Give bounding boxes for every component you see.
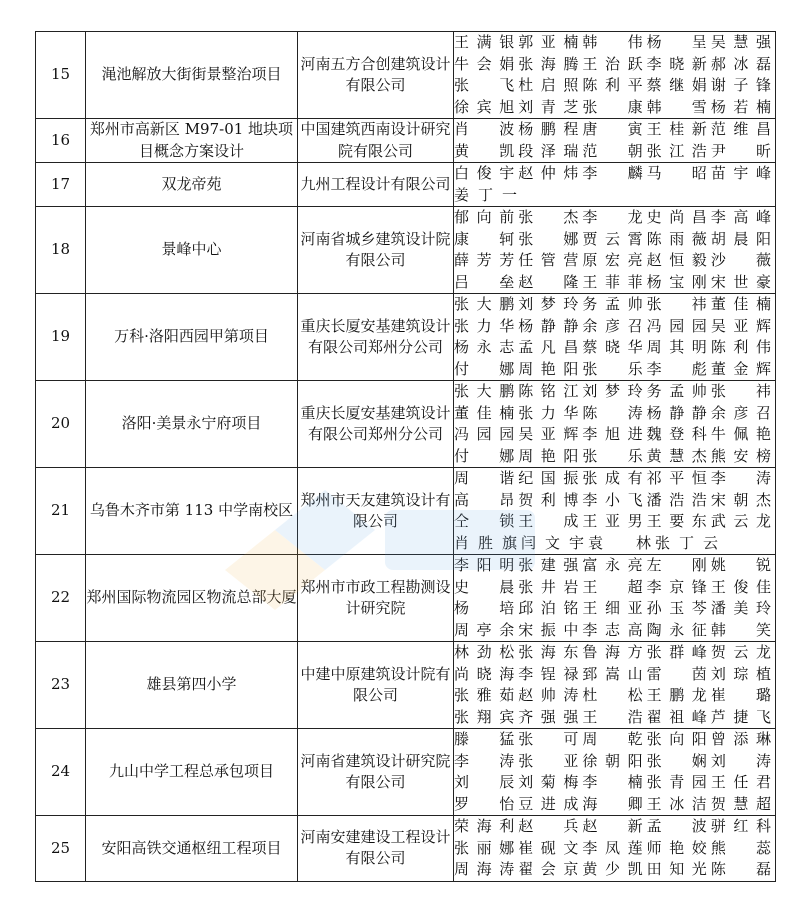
participant-line (454, 577, 775, 599)
project-name: 双龙帝苑 (86, 163, 298, 207)
participant-name: 史尚昌 (646, 208, 707, 226)
participant-name: 祁平恒 (646, 469, 707, 487)
participant-name: 纪国振 (518, 469, 579, 487)
design-unit: 九州工程设计有限公司 (298, 163, 454, 207)
participant-name: 师艳姣 (646, 838, 707, 857)
participant-name: 罗怡 (454, 794, 515, 813)
participant-name: 袁林 (588, 533, 651, 552)
design-unit: 郑州市天友建筑设计有限公司 (298, 468, 454, 555)
participant-name: 豆进成 (518, 794, 579, 813)
participant-name: 务孟帅 (646, 382, 707, 400)
participant-name: 周谐 (454, 469, 515, 487)
participant-name: 沙薇 (710, 251, 772, 269)
participant-name: 杜启照 (518, 76, 579, 94)
participant-name: 雷茵 (646, 664, 707, 683)
participant-name: 李锃禄 (518, 664, 579, 683)
participant-name: 王治跃 (582, 54, 643, 73)
participant-line (454, 75, 775, 97)
participant-name: 尹昕 (710, 141, 772, 160)
participant-name: 林劲松 (454, 643, 515, 661)
participant-line (454, 729, 775, 751)
participant-name: 吴亚辉 (710, 316, 772, 335)
participant-name: 李小飞 (582, 490, 643, 509)
participant-line (454, 272, 775, 294)
participant-name: 赵兵 (518, 817, 579, 835)
participant-line (454, 751, 775, 773)
participant-name: 黄凯 (454, 141, 515, 160)
participant-name: 杨静静 (518, 316, 579, 335)
participant-name: 张乐 (582, 359, 643, 378)
design-unit: 郑州市市政工程勘测设计研究院 (298, 555, 454, 642)
participant-name: 张井岩 (518, 577, 579, 596)
participant-name: 陈雨薇 (646, 229, 707, 248)
participant-line (454, 207, 775, 229)
participant-name: 余彦召 (582, 316, 643, 335)
project-name: 万科·洛阳西园甲第项目 (86, 294, 298, 381)
participant-name: 段泽瑞 (518, 141, 579, 160)
participant-name: 李凤莲 (582, 838, 643, 857)
participant-name: 陈铭江 (518, 382, 579, 400)
participant-name: 杨呈 (646, 33, 707, 51)
participant-name: 王浩 (582, 707, 643, 726)
participant-line (454, 141, 775, 163)
design-unit: 中国建筑西南设计研究院有限公司 (298, 119, 454, 163)
participant-name: 张丽娜 (454, 838, 515, 857)
participant-name: 周艳阳 (518, 359, 579, 378)
participant-name: 吴慧强 (710, 33, 772, 51)
participant-line (454, 664, 775, 686)
table-row (36, 555, 776, 642)
row-number: 24 (36, 729, 86, 816)
participant-name: 李阳明 (454, 556, 515, 574)
participant-name: 姚锐 (710, 556, 772, 574)
participant-list (454, 119, 776, 163)
participant-name: 孟波 (646, 817, 707, 835)
participant-name: 贺利博 (518, 490, 579, 509)
participant-name: 姜丁一 (454, 185, 517, 204)
participant-name: 刘梦玲 (582, 382, 643, 400)
participant-line (454, 598, 775, 620)
participant-name: 蔡继娟 (646, 76, 707, 94)
participant-name: 张力华 (454, 316, 515, 335)
participant-name: 董金辉 (710, 359, 772, 378)
participant-name: 张青园 (646, 773, 707, 791)
project-name: 乌鲁木齐市第 113 中学南校区 (86, 468, 298, 555)
participant-name: 李志高 (582, 620, 643, 639)
participant-line (454, 54, 775, 76)
participant-name: 董佳楠 (454, 403, 515, 422)
participant-name: 王细亚 (582, 599, 643, 617)
participant-name: 张力华 (518, 403, 579, 422)
participant-name: 冯园园 (646, 316, 707, 335)
participant-name: 荣海利 (454, 817, 515, 835)
participant-name: 白俊宇 (454, 164, 515, 182)
participant-name: 曾添琳 (710, 730, 772, 748)
participant-name: 付娜 (454, 359, 515, 378)
participant-line (454, 490, 775, 512)
participant-name: 田知光 (646, 860, 707, 878)
participant-name: 任管营 (518, 251, 579, 269)
participant-name: 邱泊铭 (518, 599, 579, 617)
participant-name: 翟祖峰 (646, 707, 707, 726)
participant-name: 张翔宾 (454, 707, 515, 726)
participant-name: 张康 (582, 97, 643, 116)
participant-name: 谢子锋 (710, 76, 772, 94)
participant-name: 翟会京 (518, 860, 579, 878)
participant-name: 张成有 (582, 469, 643, 487)
participant-name: 刘青芝 (518, 97, 579, 116)
participant-list (454, 729, 776, 816)
participant-name: 王冰洁 (646, 794, 707, 813)
participant-name: 牛佩艳 (710, 425, 772, 443)
participant-line (454, 229, 775, 251)
participant-name: 杨永志 (454, 338, 515, 356)
participant-line (454, 119, 775, 141)
participant-name: 黄慧杰 (646, 446, 707, 465)
participant-list (454, 207, 776, 294)
participant-name: 宋振中 (518, 620, 579, 639)
participant-name: 李旭进 (582, 425, 643, 443)
participant-name: 王亚男 (582, 512, 643, 530)
row-number: 21 (36, 468, 86, 555)
participant-list (454, 32, 776, 119)
participant-name: 高昂 (454, 490, 515, 509)
participant-name: 周其明 (646, 338, 707, 356)
participant-name: 赵仲炜 (518, 164, 579, 182)
participant-line (454, 32, 775, 54)
participant-name: 张海东 (518, 643, 579, 661)
participant-name: 董佳楠 (710, 295, 772, 313)
participant-name: 张祎 (646, 295, 707, 313)
participant-name: 张向阳 (646, 730, 707, 748)
participant-name: 张娴 (646, 751, 707, 770)
participant-name: 原宏亮 (582, 251, 643, 269)
participant-name: 李京锋 (646, 577, 707, 596)
participant-name: 余彦召 (710, 403, 772, 422)
participant-name: 黄少凯 (582, 860, 643, 878)
participant-name: 李彪 (646, 359, 707, 378)
participant-line (454, 511, 775, 533)
participant-name: 苗宇峰 (710, 164, 772, 182)
participant-name: 周亭余 (454, 620, 515, 639)
row-number: 25 (36, 816, 86, 882)
participant-name: 张亚 (518, 751, 579, 770)
participant-name: 王超 (582, 577, 643, 596)
participant-name: 张群峰 (646, 643, 707, 661)
table-row (36, 119, 776, 163)
participant-name: 齐强强 (518, 707, 579, 726)
participant-list (454, 294, 776, 381)
participant-name: 李高峰 (710, 208, 772, 226)
project-name: 九山中学工程总承包项目 (86, 729, 298, 816)
participant-name: 郅嵩山 (582, 664, 643, 683)
participant-name: 王鹏龙 (646, 686, 707, 704)
participant-name: 张江浩 (646, 141, 707, 160)
participant-line (454, 163, 775, 185)
participant-name: 李涛 (710, 469, 772, 487)
design-unit: 河南安建建设工程设计有限公司 (298, 816, 454, 882)
row-number: 23 (36, 642, 86, 729)
participant-line (454, 620, 775, 642)
participant-name: 韩伟 (582, 33, 643, 51)
participant-name: 张大鹏 (454, 295, 515, 313)
participant-name: 李龙 (582, 208, 643, 226)
participant-name: 薛芳芳 (454, 251, 515, 269)
participant-name: 韩雪 (646, 97, 707, 116)
participant-line (454, 403, 775, 425)
participant-name: 滕猛 (454, 730, 515, 748)
participant-name: 刘辰 (454, 773, 515, 791)
table-row (36, 468, 776, 555)
participant-name: 史晨 (454, 577, 515, 596)
document-page (35, 31, 776, 882)
participant-line (454, 772, 775, 794)
participant-name: 富永亮 (582, 556, 643, 574)
participant-line (454, 316, 775, 338)
design-unit: 河南省城乡建筑设计院有限公司 (298, 207, 454, 294)
participant-name: 张海腾 (518, 54, 579, 73)
row-number: 20 (36, 381, 86, 468)
participant-name: 杨培 (454, 599, 515, 617)
participant-name: 蔡晓华 (582, 338, 643, 356)
participant-name: 王菲菲 (582, 272, 643, 291)
participant-name: 陈利平 (582, 76, 643, 94)
table-row (36, 163, 776, 207)
project-name: 洛阳·美景永宁府项目 (86, 381, 298, 468)
table-row (36, 642, 776, 729)
participant-name: 周艳阳 (518, 446, 579, 465)
participant-name: 杜松 (582, 686, 643, 704)
participant-name: 芦捷飞 (710, 707, 772, 726)
participant-name: 孙玉芩 (646, 599, 707, 617)
table-row (36, 207, 776, 294)
project-name: 安阳高铁交通枢纽工程项目 (86, 816, 298, 882)
participant-name: 胡晨阳 (710, 229, 772, 248)
participant-name: 张可 (518, 730, 579, 748)
participant-name: 仝锁 (454, 512, 515, 530)
participant-name: 肖胜旗 (454, 533, 517, 552)
participant-name: 熊蕊 (710, 838, 772, 857)
row-number: 19 (36, 294, 86, 381)
participant-name: 王要东 (646, 512, 707, 530)
participant-name: 熊安榜 (710, 446, 772, 465)
project-name: 郑州国际物流园区物流总部大厦 (86, 555, 298, 642)
participant-name: 杨静静 (646, 403, 707, 422)
participant-name: 郁向前 (454, 208, 515, 226)
participant-list (454, 816, 776, 882)
participant-name: 杨鹏程 (518, 120, 579, 138)
participant-name: 赵恒毅 (646, 251, 707, 269)
participant-name: 陈磊 (710, 860, 772, 878)
participant-name: 牛会娟 (454, 54, 515, 73)
participant-line (454, 185, 775, 207)
participant-line (454, 816, 775, 838)
participant-line (454, 250, 775, 272)
participant-name: 赵新 (582, 817, 643, 835)
participant-name: 马昭 (646, 164, 707, 182)
project-name: 渑池解放大街街景整治项目 (86, 32, 298, 119)
participant-line (454, 707, 775, 729)
participant-name: 王俊佳 (710, 577, 772, 596)
participant-line (454, 685, 775, 707)
participant-name: 周海涛 (454, 860, 515, 878)
participant-name: 张大鹏 (454, 382, 515, 400)
participant-list (454, 163, 776, 207)
participant-name: 张娜 (518, 229, 579, 248)
participant-name: 范朝 (582, 141, 643, 160)
row-number: 16 (36, 119, 86, 163)
participant-name: 闫文宇 (521, 533, 584, 552)
design-unit: 河南省建筑设计研究院有限公司 (298, 729, 454, 816)
participant-name: 孟凡昌 (518, 338, 579, 356)
participant-name: 李楠 (582, 773, 643, 791)
participant-name: 崔璐 (710, 686, 772, 704)
participant-name: 潘美玲 (710, 599, 772, 617)
participant-name: 张祎 (710, 382, 772, 400)
participant-line (454, 642, 775, 664)
design-unit: 河南五方合创建筑设计有限公司 (298, 32, 454, 119)
participant-name: 贺慧超 (710, 794, 772, 813)
participant-line (454, 838, 775, 860)
participant-name: 宋朝杰 (710, 490, 772, 509)
project-name: 郑州市高新区 M97-01 地块项目概念方案设计 (86, 119, 298, 163)
participant-name: 范维昌 (710, 120, 772, 138)
participant-name: 赵隆 (518, 272, 579, 291)
participant-name: 海卿 (582, 794, 643, 813)
participant-line (454, 381, 775, 403)
participant-name: 杨若楠 (710, 97, 772, 116)
participant-name: 吕垒 (454, 272, 515, 291)
participant-name: 崔砚文 (518, 838, 579, 857)
participant-list (454, 642, 776, 729)
project-name: 雄县第四小学 (86, 642, 298, 729)
participant-name: 刘梦玲 (518, 295, 579, 313)
participant-name: 肖波 (454, 120, 515, 138)
participant-name: 王满银 (454, 33, 515, 51)
table-row (36, 381, 776, 468)
participant-name: 尚晓海 (454, 664, 515, 683)
participant-name: 周乾 (582, 730, 643, 748)
row-number: 22 (36, 555, 86, 642)
participant-line (454, 424, 775, 446)
participant-name: 潘浩浩 (646, 490, 707, 509)
participant-name: 赵帅涛 (518, 686, 579, 704)
participant-name: 王任君 (710, 773, 772, 791)
participant-name: 骈红科 (710, 817, 772, 835)
table-row (36, 32, 776, 119)
participant-name: 刘琮植 (710, 664, 772, 683)
participant-list (454, 381, 776, 468)
participant-name: 贾云霄 (582, 229, 643, 248)
participant-name: 吴亚辉 (518, 425, 579, 443)
participant-name: 李晓新 (646, 54, 707, 73)
participant-name: 陈利伟 (710, 338, 772, 356)
participant-name: 宋世豪 (710, 272, 772, 291)
participant-name: 张建强 (518, 556, 579, 574)
participant-name: 刘涛 (710, 751, 772, 770)
participant-name: 付娜 (454, 446, 515, 465)
participant-list (454, 555, 776, 642)
table-row (36, 294, 776, 381)
participant-line (454, 337, 775, 359)
participant-name: 鲁海方 (582, 643, 643, 661)
participant-name: 杨宝刚 (646, 272, 707, 291)
participant-name: 郭亚楠 (518, 33, 579, 51)
design-unit: 中建中原建筑设计院有限公司 (298, 642, 454, 729)
participant-name: 张雅茹 (454, 686, 515, 704)
participant-name: 徐宾旭 (454, 97, 515, 116)
participant-name: 张乐 (582, 446, 643, 465)
design-unit: 重庆长厦安基建筑设计有限公司郑州分公司 (298, 294, 454, 381)
participant-line (454, 359, 775, 381)
participant-name: 左刚 (646, 556, 707, 574)
participant-line (454, 794, 775, 816)
participant-name: 李涛 (454, 751, 515, 770)
table-row (36, 729, 776, 816)
participant-list (454, 468, 776, 555)
participant-name: 郝冰磊 (710, 54, 772, 73)
participant-name: 王桂新 (646, 120, 707, 138)
participant-name: 李麟 (582, 164, 643, 182)
participant-line (454, 859, 775, 881)
row-number: 15 (36, 32, 86, 119)
row-number: 18 (36, 207, 86, 294)
participant-name: 武云龙 (710, 512, 772, 530)
row-number: 17 (36, 163, 86, 207)
participant-name: 韩笑 (710, 620, 772, 639)
participant-name: 康轲 (454, 229, 515, 248)
participant-name: 务孟帅 (582, 295, 643, 313)
participant-name: 刘菊梅 (518, 773, 579, 791)
participant-name: 张飞 (454, 76, 515, 94)
participant-name: 魏登科 (646, 425, 707, 443)
participant-name: 陈涛 (582, 403, 643, 422)
participant-name: 贺云龙 (710, 643, 772, 661)
participant-line (454, 468, 775, 490)
participant-name: 陶永征 (646, 620, 707, 639)
participant-line (454, 446, 775, 468)
participant-line (454, 533, 775, 555)
participant-name: 王成 (518, 512, 579, 530)
participant-name: 唐寅 (582, 120, 643, 138)
participant-line (454, 294, 775, 316)
participant-name: 张丁云 (655, 533, 718, 552)
award-table-body (36, 32, 776, 882)
project-name: 景峰中心 (86, 207, 298, 294)
participant-line (454, 97, 775, 119)
design-unit: 重庆长厦安基建筑设计有限公司郑州分公司 (298, 381, 454, 468)
participant-name: 徐朝阳 (582, 751, 643, 770)
participant-line (454, 555, 775, 577)
table-row (36, 816, 776, 882)
participant-name: 冯园园 (454, 425, 515, 443)
award-table (35, 31, 776, 882)
participant-name: 张杰 (518, 208, 579, 226)
